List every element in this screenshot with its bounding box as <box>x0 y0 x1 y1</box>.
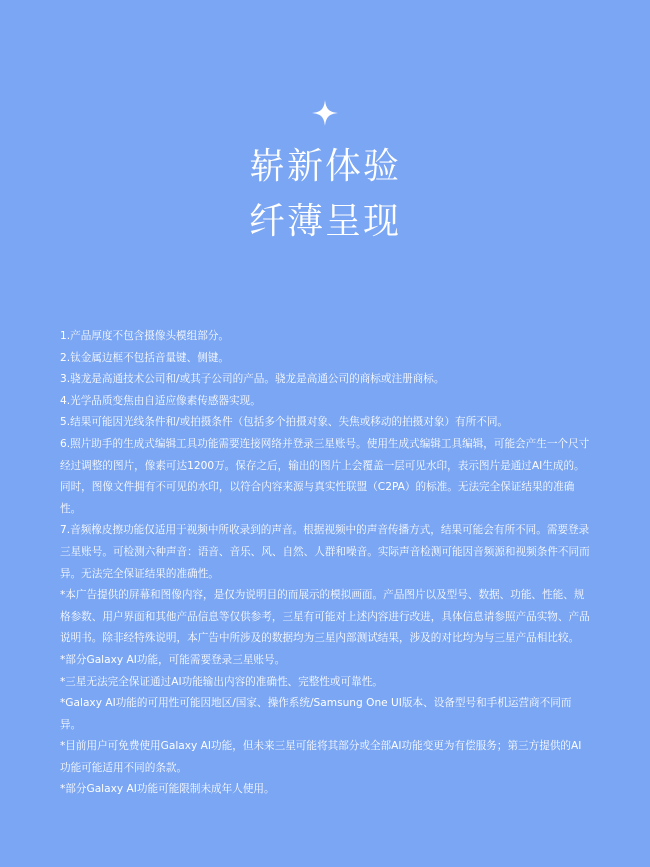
disclaimer-note: 5.结果可能因光线条件和/或拍摄条件（包括多个拍摄对象、失焦或移动的拍摄对象）有所不同。 <box>60 416 509 429</box>
disclaimer-note: *部分Galaxy AI功能，可能需要登录三星账号。 <box>60 653 286 666</box>
disclaimer-note: *Galaxy AI功能的可用性可能因地区/国家、操作系统/Samsung One UI版本、设备型号和手机运营商不同而异。 <box>60 697 572 731</box>
disclaimer-note: 2.钛金属边框不包括音量键、侧键。 <box>60 351 230 364</box>
disclaimer-note: *目前用户可免费使用Galaxy AI功能，但未来三星可能将其部分或全部AI功能变更为有偿服务；第三方提供的AI功能可能适用不同的条款。 <box>60 740 582 774</box>
headline-line-1: 崭新体验 <box>248 146 401 187</box>
disclaimer-note: 7.音频橡皮擦功能仅适用于视频中所收录到的声音。根据视频中的声音传播方式，结果可能会有所不同。需要登录三星账号。可检测六种声音：语音、音乐、风、自然、人群和噪音。实际声音检测可能因音频源和视频条件不同而异。无法完全保证结果的准确性。 <box>60 524 590 580</box>
disclaimer-note: 3.骁龙是高通技术公司和/或其子公司的产品。骁龙是高通公司的商标或注册商标。 <box>60 373 445 386</box>
disclaimer-note: 6.照片助手的生成式编辑工具功能需要连接网络并登录三星账号。使用生成式编辑工具编辑，可能会产生一个尺寸经过调整的图片，像素可达1200万。保存之后，输出的图片上会覆盖一层可见水印，表示图片是通过AI生成的。同时，图像文件拥有不可见的水印，以符合内容来源与真实性联盟（C2PA）的标准。无法完全保证结果的准确性。 <box>60 437 590 515</box>
disclaimer-note: *本广告提供的屏幕和图像内容，是仅为说明目的而展示的模拟画面。产品图片以及型号、数据、功能、性能、规格参数、用户界面和其他产品信息等仅供参考，三星有可能对上述内容进行改进，具体信息请参照产品实物、产品说明书。除非经特殊说明，本广告中所涉及的数据均为三星内部测试结果，涉及的对比均为与三星产品相比较。 <box>60 589 590 645</box>
disclaimer-note: *三星无法完全保证通过AI功能输出内容的准确性、完整性或可靠性。 <box>60 675 383 688</box>
disclaimer-list <box>60 326 590 801</box>
disclaimer-note: 4.光学品质变焦由自适应像素传感器实现。 <box>60 394 261 407</box>
sparkle-icon <box>312 100 338 126</box>
disclaimer-note: 1.产品厚度不包含摄像头模组部分。 <box>60 330 230 342</box>
disclaimer-note: *部分Galaxy AI功能可能限制未成年人使用。 <box>60 783 275 796</box>
headline-line-2: 纤薄呈现 <box>248 201 401 242</box>
